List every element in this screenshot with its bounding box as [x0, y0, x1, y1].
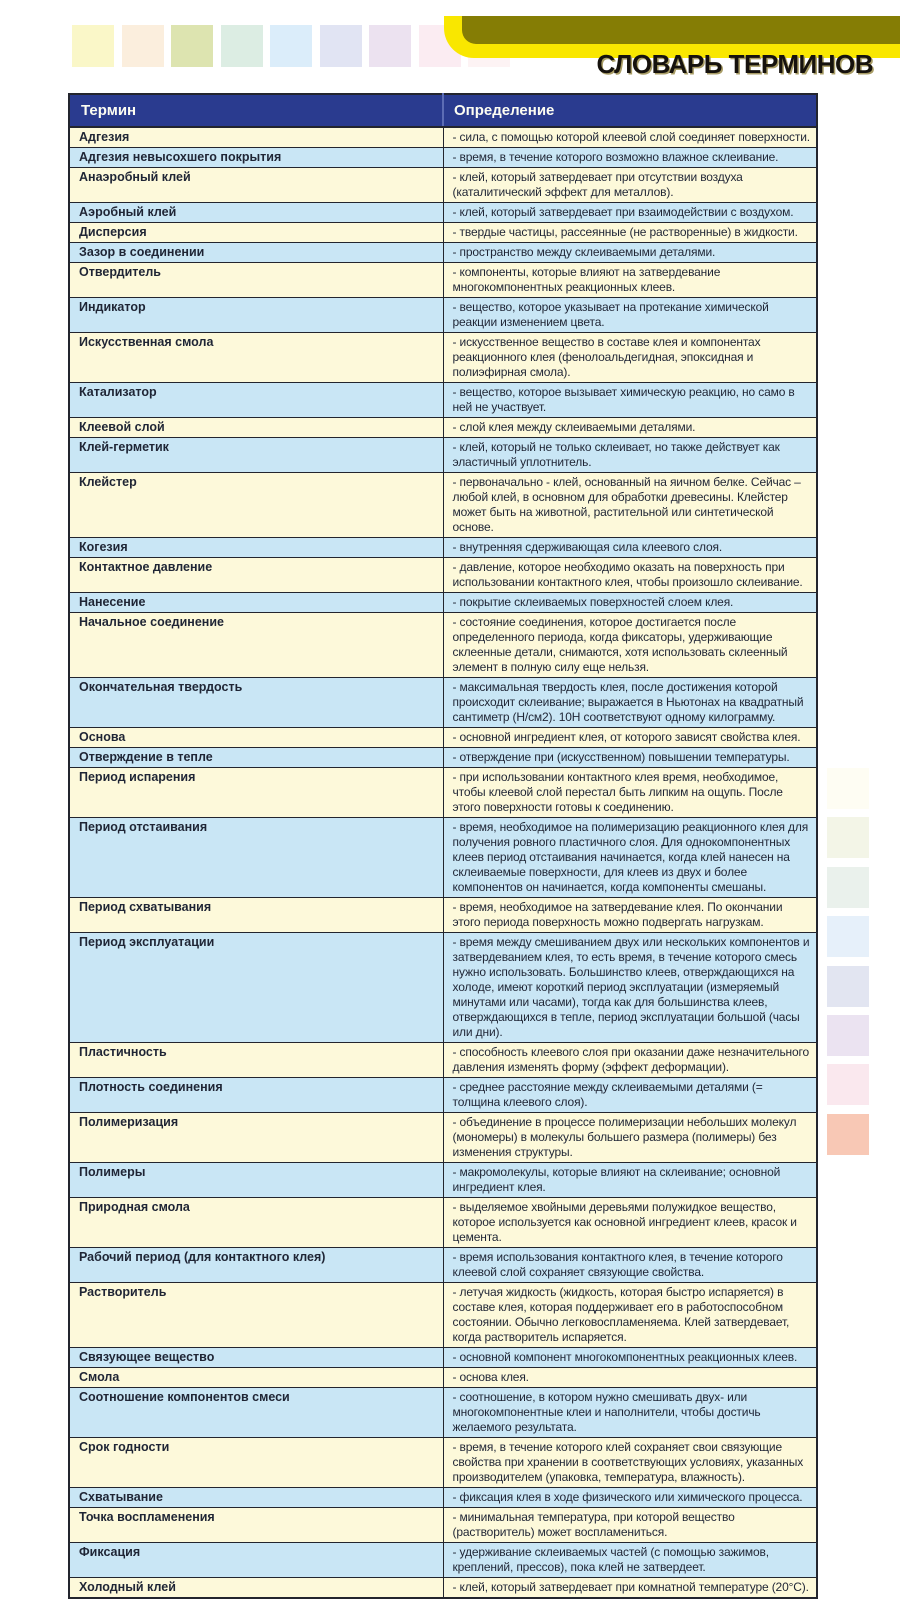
table-row [69, 1078, 817, 1113]
definition-cell: - давление, которое необходимо оказать на поверхность при использовании контактного клея, чтобы произошло склеивание. [443, 558, 817, 593]
table-row [69, 1543, 817, 1578]
definition-cell: - время между смешиванием двух или нескольких компонентов и затвердеванием клея, то есть время, в течение которого смесь нужно использовать. Большинство клеев, отверждающихся на холоде, имеют короткий период эксплуатации (измеряемый минутами или часами), тогда как для большинства клеев, отверждающихся в тепле, период эксплуатации большой (часы или дни). [443, 933, 817, 1043]
decor-square [827, 1064, 869, 1105]
term-cell: Аэробный клей [69, 203, 443, 223]
term-cell: Связующее вещество [69, 1348, 443, 1368]
decor-square [72, 25, 114, 67]
term-cell: Окончательная твердость [69, 678, 443, 728]
table-row [69, 473, 817, 538]
glossary-table [68, 93, 818, 1599]
table-row [69, 127, 817, 148]
header-row [69, 94, 817, 127]
definition-cell: - основа клея. [443, 1368, 817, 1388]
table-row [69, 748, 817, 768]
term-cell: Период испарения [69, 768, 443, 818]
definition-cell: - клей, который не только склеивает, но также действует как эластичный уплотнитель. [443, 438, 817, 473]
table-row [69, 538, 817, 558]
definition-cell: - удерживание склеиваемых частей (с помощью зажимов, креплений, прессов), пока клей не затвердеет. [443, 1543, 817, 1578]
decor-square [122, 25, 164, 67]
table-row [69, 558, 817, 593]
definition-cell: - среднее расстояние между склеиваемыми деталями (= толщина клеевого слоя). [443, 1078, 817, 1113]
definition-cell: - вещество, которое вызывает химическую реакцию, но само в ней не участвует. [443, 383, 817, 418]
definition-cell: - слой клея между склеиваемыми деталями. [443, 418, 817, 438]
definition-cell: - время, в течение которого клей сохраняет свои связующие свойства при хранении в соответствующих условиях, указанных производителем (упаковка, температура, влажность). [443, 1438, 817, 1488]
term-cell: Фиксация [69, 1543, 443, 1578]
definition-cell: - клей, который затвердевает при комнатной температуре (20°С). [443, 1578, 817, 1599]
table-row [69, 728, 817, 748]
term-cell: Полимеры [69, 1163, 443, 1198]
definition-cell: - летучая жидкость (жидкость, которая быстро испаряется) в составе клея, которая поддерживает его в работоспособном состоянии. Обычно легковоспламеняема. Клей затвердевает, когда растворитель испаряется. [443, 1283, 817, 1348]
decor-square [171, 25, 213, 67]
term-cell: Период отстаивания [69, 818, 443, 898]
term-cell: Холодный клей [69, 1578, 443, 1599]
column-header-term: Термин [69, 94, 443, 127]
table-row [69, 1508, 817, 1543]
table-row [69, 1388, 817, 1438]
table-row [69, 203, 817, 223]
definition-cell: - пространство между склеиваемыми деталями. [443, 243, 817, 263]
definition-cell: - максимальная твердость клея, после достижения которой происходит склеивание; выражается в Ньютонах на квадратный сантиметр (Н/см2). 10Н соответствуют одному килограмму. [443, 678, 817, 728]
term-cell: Адгезия невысохшего покрытия [69, 148, 443, 168]
table-row [69, 333, 817, 383]
table-row [69, 818, 817, 898]
decor-square [827, 817, 869, 858]
table-row [69, 1248, 817, 1283]
decor-square [221, 25, 263, 67]
term-cell: Клеевой слой [69, 418, 443, 438]
definition-cell: - твердые частицы, рассеянные (не растворенные) в жидкости. [443, 223, 817, 243]
term-cell: Клейстер [69, 473, 443, 538]
term-cell: Адгезия [69, 127, 443, 148]
table-row [69, 678, 817, 728]
table-row [69, 418, 817, 438]
definition-cell: - внутренняя сдерживающая сила клеевого слоя. [443, 538, 817, 558]
table-row [69, 1368, 817, 1388]
definition-cell: - состояние соединения, которое достигается после определенного периода, когда фиксаторы, удерживающие склеенные детали, снимаются, хотя использовать склеенный элемент в полную силу еще нельзя. [443, 613, 817, 678]
term-cell: Рабочий период (для контактного клея) [69, 1248, 443, 1283]
decor-square [270, 25, 312, 67]
table-row [69, 1348, 817, 1368]
definition-cell: - объединение в процессе полимеризации небольших молекул (мономеры) в молекулы большего размера (полимеры) без изменения структуры. [443, 1113, 817, 1163]
definition-cell: - клей, который затвердевает при взаимодействии с воздухом. [443, 203, 817, 223]
term-cell: Когезия [69, 538, 443, 558]
definition-cell: - отверждение при (искусственном) повышении температуры. [443, 748, 817, 768]
definition-cell: - искусственное вещество в составе клея и компонентах реакционного клея (фенолоальдегидная, эпоксидная и полиэфирная смола). [443, 333, 817, 383]
term-cell: Нанесение [69, 593, 443, 613]
definition-cell: - время использования контактного клея, в течение которого клеевой слой сохраняет связующие свойства. [443, 1248, 817, 1283]
table-row [69, 243, 817, 263]
definition-cell: - соотношение, в котором нужно смешивать двух- или многокомпонентные клеи и наполнители, чтобы достичь желаемого результата. [443, 1388, 817, 1438]
definition-cell: - покрытие склеиваемых поверхностей слоем клея. [443, 593, 817, 613]
term-cell: Дисперсия [69, 223, 443, 243]
table-row [69, 1198, 817, 1248]
table-row [69, 1043, 817, 1078]
glossary-table-body [69, 127, 817, 1598]
table-row [69, 223, 817, 243]
term-cell: Основа [69, 728, 443, 748]
page-title: СЛОВАРЬ ТЕРМИНОВ [596, 49, 873, 79]
term-cell: Смола [69, 1368, 443, 1388]
term-cell: Зазор в соединении [69, 243, 443, 263]
term-cell: Срок годности [69, 1438, 443, 1488]
term-cell: Пластичность [69, 1043, 443, 1078]
term-cell: Период схватывания [69, 898, 443, 933]
decor-square [369, 25, 411, 67]
table-row [69, 148, 817, 168]
banner-olive-shape [462, 16, 900, 44]
term-cell: Катализатор [69, 383, 443, 418]
table-row [69, 1578, 817, 1599]
definition-cell: - макромолекулы, которые влияют на склеивание; основной ингредиент клея. [443, 1163, 817, 1198]
term-cell: Соотношение компонентов смеси [69, 1388, 443, 1438]
definition-cell: - основной ингредиент клея, от которого зависят свойства клея. [443, 728, 817, 748]
table-row [69, 933, 817, 1043]
term-cell: Растворитель [69, 1283, 443, 1348]
table-row [69, 1488, 817, 1508]
table-row [69, 1113, 817, 1163]
term-cell: Период эксплуатации [69, 933, 443, 1043]
definition-cell: - компоненты, которые влияют на затвердевание многокомпонентных реакционных клеев. [443, 263, 817, 298]
definition-cell: - фиксация клея в ходе физического или химического процесса. [443, 1488, 817, 1508]
table-row [69, 898, 817, 933]
definition-cell: - время, в течение которого возможно влажное склеивание. [443, 148, 817, 168]
glossary-table-head [69, 94, 817, 127]
term-cell: Плотность соединения [69, 1078, 443, 1113]
decor-square [827, 1015, 869, 1056]
term-cell: Искусственная смола [69, 333, 443, 383]
term-cell: Природная смола [69, 1198, 443, 1248]
term-cell: Контактное давление [69, 558, 443, 593]
term-cell: Анаэробный клей [69, 168, 443, 203]
decor-square [827, 867, 869, 908]
definition-cell: - выделяемое хвойными деревьями полужидкое вещество, которое используется как основной ингредиент клеев, красок и цемента. [443, 1198, 817, 1248]
table-row [69, 168, 817, 203]
definition-cell: - минимальная температура, при которой вещество (растворитель) может воспламениться. [443, 1508, 817, 1543]
table-row [69, 613, 817, 678]
table-row [69, 1283, 817, 1348]
table-row [69, 298, 817, 333]
definition-cell: - время, необходимое на затвердевание клея. По окончании этого периода поверхность можно подвергать нагрузкам. [443, 898, 817, 933]
definition-cell: - при использовании контактного клея время, необходимое, чтобы клеевой слой перестал быть липким на ощупь. После этого поверхности готовы к соединению. [443, 768, 817, 818]
definition-cell: - способность клеевого слоя при оказании даже незначительного давления изменять форму (эффект деформации). [443, 1043, 817, 1078]
definition-cell: - основной компонент многокомпонентных реакционных клеев. [443, 1348, 817, 1368]
term-cell: Отверждение в тепле [69, 748, 443, 768]
decor-square [827, 966, 869, 1007]
table-row [69, 1163, 817, 1198]
term-cell: Отвердитель [69, 263, 443, 298]
table-row [69, 263, 817, 298]
decor-square [827, 916, 869, 957]
term-cell: Полимеризация [69, 1113, 443, 1163]
table-row [69, 768, 817, 818]
definition-cell: - сила, с помощью которой клеевой слой соединяет поверхности. [443, 127, 817, 148]
definition-cell: - вещество, которое указывает на протекание химической реакции изменением цвета. [443, 298, 817, 333]
term-cell: Начальное соединение [69, 613, 443, 678]
term-cell: Схватывание [69, 1488, 443, 1508]
table-row [69, 593, 817, 613]
definition-cell: - клей, который затвердевает при отсутствии воздуха (каталитический эффект для металлов). [443, 168, 817, 203]
decor-square [320, 25, 362, 67]
table-row [69, 1438, 817, 1488]
definition-cell: - первоначально - клей, основанный на яичном белке. Сейчас – любой клей, в основном для обработки древесины. Клейстер может быть на животной, растительной или синтетической основе. [443, 473, 817, 538]
definition-cell: - время, необходимое на полимеризацию реакционного клея для получения ровного пластичного слоя. Для однокомпонентных клеев период отстаивания начинается, когда клей нанесен на склеиваемые поверхности, для клеев из двух и более компонентов он начинается, когда компоненты смешаны. [443, 818, 817, 898]
decor-square [827, 1114, 869, 1155]
table-row [69, 383, 817, 418]
table-row [69, 438, 817, 473]
term-cell: Точка воспламенения [69, 1508, 443, 1543]
term-cell: Индикатор [69, 298, 443, 333]
term-cell: Клей-герметик [69, 438, 443, 473]
column-header-definition: Определение [443, 94, 817, 127]
decor-square [827, 768, 869, 809]
